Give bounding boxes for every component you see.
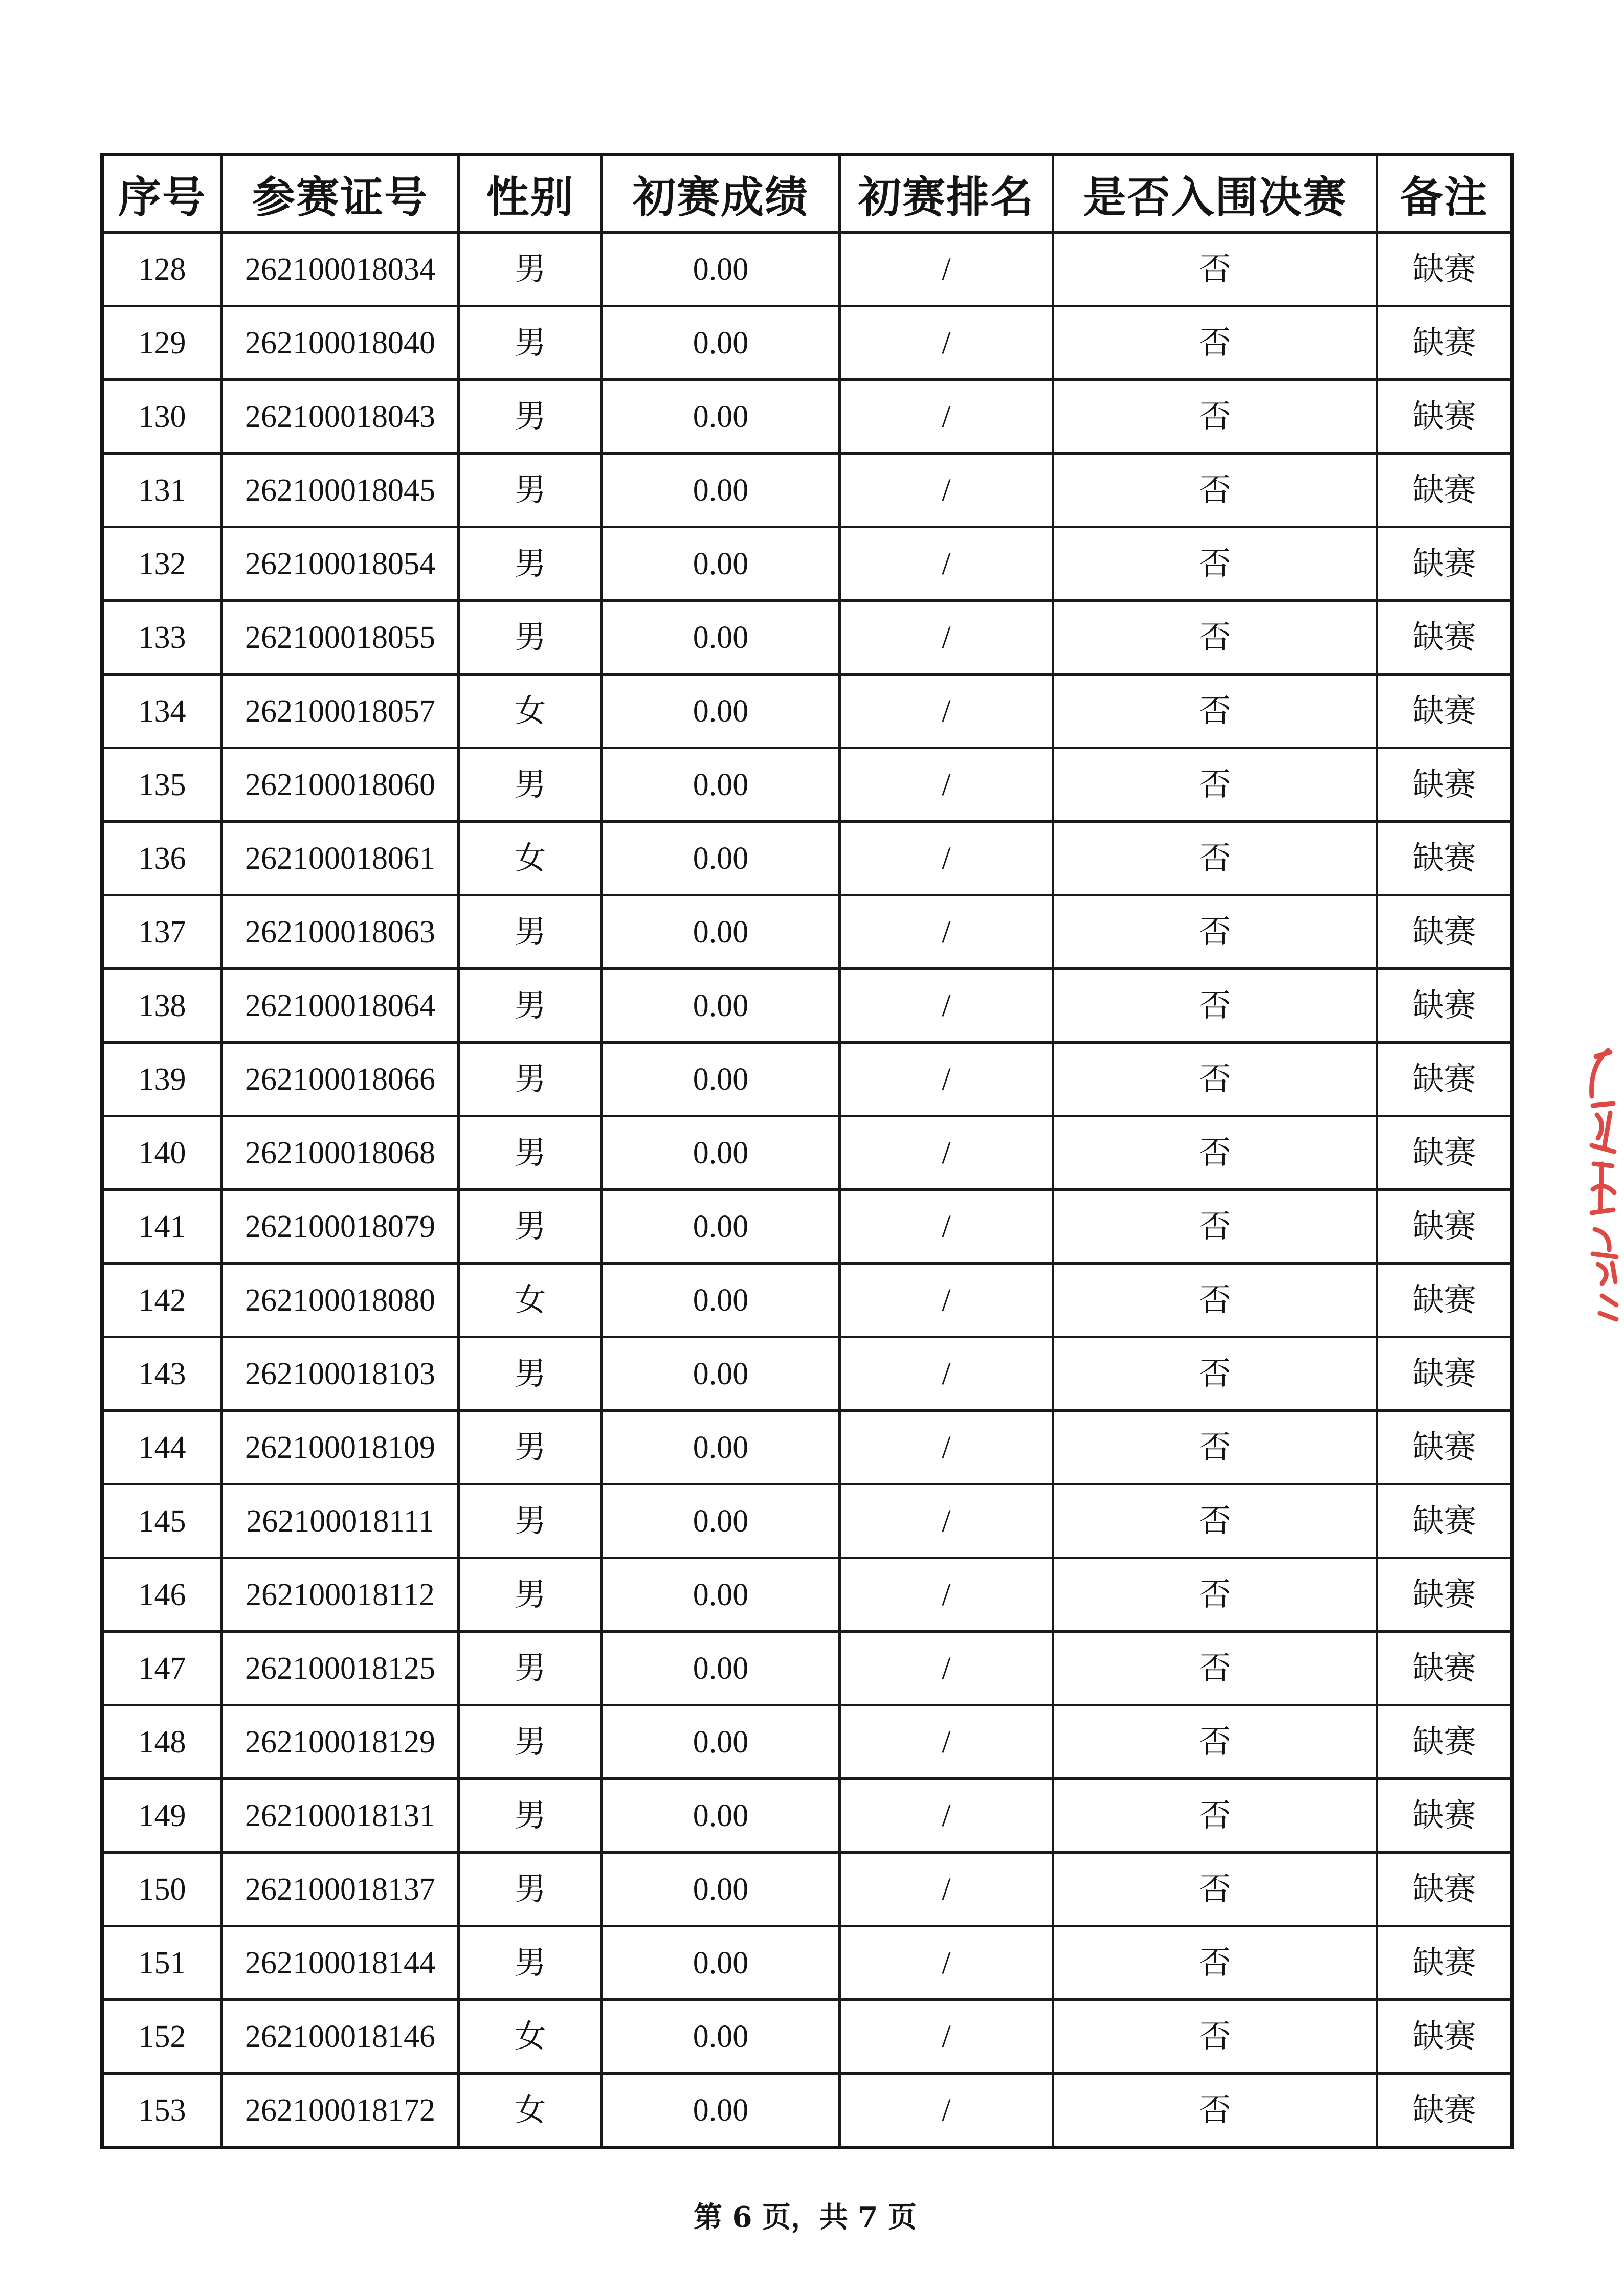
remarks-cell: 缺赛 xyxy=(1377,1926,1512,2000)
table-row xyxy=(102,1411,1512,1484)
registration-number-cell: 262100018063 xyxy=(222,895,459,969)
table-row xyxy=(102,969,1512,1043)
finalist-status-cell: 否 xyxy=(1053,1484,1377,1558)
registration-number-cell: 262100018054 xyxy=(222,527,459,601)
gender-cell: 男 xyxy=(459,895,602,969)
gender-cell: 男 xyxy=(459,1779,602,1853)
preliminary-score-cell: 0.00 xyxy=(602,1779,840,1853)
finalist-status-cell: 否 xyxy=(1053,822,1377,895)
registration-number-cell: 262100018131 xyxy=(222,1779,459,1853)
serial-number-cell: 146 xyxy=(102,1558,222,1632)
gender-cell: 女 xyxy=(459,1264,602,1337)
table-row xyxy=(102,1632,1512,1705)
registration-number-cell: 262100018125 xyxy=(222,1632,459,1705)
remarks-cell: 缺赛 xyxy=(1377,1705,1512,1779)
preliminary-rank-cell: / xyxy=(840,748,1053,822)
remarks-cell: 缺赛 xyxy=(1377,1337,1512,1411)
preliminary-rank-cell: / xyxy=(840,1190,1053,1264)
remarks-cell: 缺赛 xyxy=(1377,1116,1512,1190)
registration-number-cell: 262100018109 xyxy=(222,1411,459,1484)
preliminary-rank-cell: / xyxy=(840,601,1053,674)
preliminary-rank-cell: / xyxy=(840,380,1053,454)
preliminary-rank-cell: / xyxy=(840,1853,1053,1926)
finalist-status-cell: 否 xyxy=(1053,895,1377,969)
table-row xyxy=(102,1337,1512,1411)
gender-cell: 男 xyxy=(459,1190,602,1264)
preliminary-score-cell: 0.00 xyxy=(602,1043,840,1116)
finalist-status-cell: 否 xyxy=(1053,527,1377,601)
preliminary-score-cell: 0.00 xyxy=(602,2000,840,2074)
gender-cell: 男 xyxy=(459,969,602,1043)
finalist-status-cell: 否 xyxy=(1053,1411,1377,1484)
serial-number-cell: 140 xyxy=(102,1116,222,1190)
gender-cell: 男 xyxy=(459,527,602,601)
registration-number-cell: 262100018111 xyxy=(222,1484,459,1558)
gender-cell: 男 xyxy=(459,380,602,454)
registration-number-cell: 262100018146 xyxy=(222,2000,459,2074)
table-row xyxy=(102,380,1512,454)
registration-number-cell: 262100018112 xyxy=(222,1558,459,1632)
preliminary-score-cell: 0.00 xyxy=(602,822,840,895)
table-row xyxy=(102,1926,1512,2000)
official-seal-fragment xyxy=(1566,1043,1624,1345)
table-body xyxy=(102,233,1512,2148)
gender-cell: 男 xyxy=(459,1484,602,1558)
header-finalist-status: 是否入围决赛 xyxy=(1053,155,1377,233)
table-row xyxy=(102,2074,1512,2148)
serial-number-cell: 133 xyxy=(102,601,222,674)
preliminary-rank-cell: / xyxy=(840,527,1053,601)
preliminary-score-cell: 0.00 xyxy=(602,1411,840,1484)
gender-cell: 男 xyxy=(459,1337,602,1411)
header-preliminary-score: 初赛成绩 xyxy=(602,155,840,233)
header-registration-number: 参赛证号 xyxy=(222,155,459,233)
table-row xyxy=(102,1558,1512,1632)
finalist-status-cell: 否 xyxy=(1053,1779,1377,1853)
registration-number-cell: 262100018040 xyxy=(222,306,459,380)
preliminary-rank-cell: / xyxy=(840,1116,1053,1190)
remarks-cell: 缺赛 xyxy=(1377,601,1512,674)
registration-number-cell: 262100018137 xyxy=(222,1853,459,1926)
table-header xyxy=(102,155,1512,233)
finalist-status-cell: 否 xyxy=(1053,1926,1377,2000)
finalist-status-cell: 否 xyxy=(1053,1853,1377,1926)
preliminary-rank-cell: / xyxy=(840,306,1053,380)
serial-number-cell: 130 xyxy=(102,380,222,454)
serial-number-cell: 142 xyxy=(102,1264,222,1337)
serial-number-cell: 152 xyxy=(102,2000,222,2074)
preliminary-score-cell: 0.00 xyxy=(602,1558,840,1632)
preliminary-rank-cell: / xyxy=(840,1484,1053,1558)
remarks-cell: 缺赛 xyxy=(1377,895,1512,969)
page-footer: 第 6 页，共 7 页 xyxy=(694,2200,917,2234)
preliminary-score-cell: 0.00 xyxy=(602,1190,840,1264)
remarks-cell: 缺赛 xyxy=(1377,527,1512,601)
registration-number-cell: 262100018144 xyxy=(222,1926,459,2000)
remarks-cell: 缺赛 xyxy=(1377,1779,1512,1853)
preliminary-score-cell: 0.00 xyxy=(602,601,840,674)
finalist-status-cell: 否 xyxy=(1053,454,1377,527)
registration-number-cell: 262100018103 xyxy=(222,1337,459,1411)
preliminary-score-cell: 0.00 xyxy=(602,1926,840,2000)
preliminary-score-cell: 0.00 xyxy=(602,2074,840,2148)
preliminary-rank-cell: / xyxy=(840,674,1053,748)
table-row xyxy=(102,1853,1512,1926)
table-row xyxy=(102,1484,1512,1558)
header-gender: 性别 xyxy=(459,155,602,233)
table-row xyxy=(102,748,1512,822)
registration-number-cell: 262100018066 xyxy=(222,1043,459,1116)
table-row xyxy=(102,1264,1512,1337)
preliminary-rank-cell: / xyxy=(840,454,1053,527)
registration-number-cell: 262100018060 xyxy=(222,748,459,822)
finalist-status-cell: 否 xyxy=(1053,748,1377,822)
header-row xyxy=(102,155,1512,233)
registration-number-cell: 262100018043 xyxy=(222,380,459,454)
preliminary-score-cell: 0.00 xyxy=(602,1853,840,1926)
preliminary-rank-cell: / xyxy=(840,1632,1053,1705)
preliminary-score-cell: 0.00 xyxy=(602,380,840,454)
table-row xyxy=(102,1116,1512,1190)
preliminary-score-cell: 0.00 xyxy=(602,1705,840,1779)
registration-number-cell: 262100018064 xyxy=(222,969,459,1043)
preliminary-rank-cell: / xyxy=(840,822,1053,895)
gender-cell: 女 xyxy=(459,2000,602,2074)
gender-cell: 男 xyxy=(459,1116,602,1190)
finalist-status-cell: 否 xyxy=(1053,2074,1377,2148)
preliminary-rank-cell: / xyxy=(840,2000,1053,2074)
table-row xyxy=(102,822,1512,895)
serial-number-cell: 134 xyxy=(102,674,222,748)
gender-cell: 男 xyxy=(459,1632,602,1705)
remarks-cell: 缺赛 xyxy=(1377,1190,1512,1264)
table-row xyxy=(102,674,1512,748)
serial-number-cell: 144 xyxy=(102,1411,222,1484)
registration-number-cell: 262100018080 xyxy=(222,1264,459,1337)
registration-number-cell: 262100018068 xyxy=(222,1116,459,1190)
finalist-status-cell: 否 xyxy=(1053,1116,1377,1190)
remarks-cell: 缺赛 xyxy=(1377,380,1512,454)
serial-number-cell: 129 xyxy=(102,306,222,380)
remarks-cell: 缺赛 xyxy=(1377,1853,1512,1926)
remarks-cell: 缺赛 xyxy=(1377,1558,1512,1632)
serial-number-cell: 148 xyxy=(102,1705,222,1779)
registration-number-cell: 262100018129 xyxy=(222,1705,459,1779)
gender-cell: 男 xyxy=(459,1926,602,2000)
gender-cell: 男 xyxy=(459,748,602,822)
remarks-cell: 缺赛 xyxy=(1377,1043,1512,1116)
table-row xyxy=(102,601,1512,674)
serial-number-cell: 143 xyxy=(102,1337,222,1411)
preliminary-score-cell: 0.00 xyxy=(602,1484,840,1558)
table-row xyxy=(102,454,1512,527)
finalist-status-cell: 否 xyxy=(1053,2000,1377,2074)
preliminary-score-cell: 0.00 xyxy=(602,1116,840,1190)
table-row xyxy=(102,1043,1512,1116)
preliminary-score-cell: 0.00 xyxy=(602,454,840,527)
finalist-status-cell: 否 xyxy=(1053,306,1377,380)
registration-number-cell: 262100018045 xyxy=(222,454,459,527)
remarks-cell: 缺赛 xyxy=(1377,1411,1512,1484)
remarks-cell: 缺赛 xyxy=(1377,1484,1512,1558)
table-row xyxy=(102,1779,1512,1853)
remarks-cell: 缺赛 xyxy=(1377,2074,1512,2148)
remarks-cell: 缺赛 xyxy=(1377,822,1512,895)
preliminary-score-cell: 0.00 xyxy=(602,1337,840,1411)
preliminary-rank-cell: / xyxy=(840,1705,1053,1779)
preliminary-score-cell: 0.00 xyxy=(602,527,840,601)
finalist-status-cell: 否 xyxy=(1053,1558,1377,1632)
preliminary-rank-cell: / xyxy=(840,1926,1053,2000)
preliminary-rank-cell: / xyxy=(840,233,1053,306)
finalist-status-cell: 否 xyxy=(1053,233,1377,306)
remarks-cell: 缺赛 xyxy=(1377,454,1512,527)
serial-number-cell: 139 xyxy=(102,1043,222,1116)
table-row xyxy=(102,306,1512,380)
finalist-status-cell: 否 xyxy=(1053,969,1377,1043)
table-row xyxy=(102,527,1512,601)
finalist-status-cell: 否 xyxy=(1053,1632,1377,1705)
results-table xyxy=(100,153,1514,2149)
serial-number-cell: 150 xyxy=(102,1853,222,1926)
serial-number-cell: 135 xyxy=(102,748,222,822)
table-row xyxy=(102,1190,1512,1264)
gender-cell: 男 xyxy=(459,306,602,380)
serial-number-cell: 151 xyxy=(102,1926,222,2000)
preliminary-score-cell: 0.00 xyxy=(602,233,840,306)
serial-number-cell: 131 xyxy=(102,454,222,527)
remarks-cell: 缺赛 xyxy=(1377,233,1512,306)
serial-number-cell: 147 xyxy=(102,1632,222,1705)
gender-cell: 男 xyxy=(459,601,602,674)
remarks-cell: 缺赛 xyxy=(1377,1264,1512,1337)
remarks-cell: 缺赛 xyxy=(1377,2000,1512,2074)
registration-number-cell: 262100018079 xyxy=(222,1190,459,1264)
finalist-status-cell: 否 xyxy=(1053,674,1377,748)
remarks-cell: 缺赛 xyxy=(1377,969,1512,1043)
finalist-status-cell: 否 xyxy=(1053,1705,1377,1779)
registration-number-cell: 262100018172 xyxy=(222,2074,459,2148)
preliminary-score-cell: 0.00 xyxy=(602,1632,840,1705)
table-row xyxy=(102,233,1512,306)
gender-cell: 女 xyxy=(459,674,602,748)
remarks-cell: 缺赛 xyxy=(1377,674,1512,748)
finalist-status-cell: 否 xyxy=(1053,1043,1377,1116)
gender-cell: 男 xyxy=(459,233,602,306)
preliminary-score-cell: 0.00 xyxy=(602,674,840,748)
registration-number-cell: 262100018061 xyxy=(222,822,459,895)
preliminary-rank-cell: / xyxy=(840,1043,1053,1116)
serial-number-cell: 153 xyxy=(102,2074,222,2148)
preliminary-score-cell: 0.00 xyxy=(602,306,840,380)
registration-number-cell: 262100018055 xyxy=(222,601,459,674)
gender-cell: 男 xyxy=(459,1411,602,1484)
registration-number-cell: 262100018057 xyxy=(222,674,459,748)
preliminary-rank-cell: / xyxy=(840,2074,1053,2148)
gender-cell: 男 xyxy=(459,1043,602,1116)
preliminary-score-cell: 0.00 xyxy=(602,1264,840,1337)
remarks-cell: 缺赛 xyxy=(1377,748,1512,822)
header-remarks: 备注 xyxy=(1377,155,1512,233)
preliminary-rank-cell: / xyxy=(840,969,1053,1043)
serial-number-cell: 128 xyxy=(102,233,222,306)
finalist-status-cell: 否 xyxy=(1053,380,1377,454)
serial-number-cell: 132 xyxy=(102,527,222,601)
registration-number-cell: 262100018034 xyxy=(222,233,459,306)
preliminary-rank-cell: / xyxy=(840,1411,1053,1484)
preliminary-rank-cell: / xyxy=(840,1337,1053,1411)
finalist-status-cell: 否 xyxy=(1053,1337,1377,1411)
preliminary-score-cell: 0.00 xyxy=(602,969,840,1043)
finalist-status-cell: 否 xyxy=(1053,1264,1377,1337)
table-row xyxy=(102,1705,1512,1779)
preliminary-rank-cell: / xyxy=(840,895,1053,969)
preliminary-score-cell: 0.00 xyxy=(602,895,840,969)
header-preliminary-rank: 初赛排名 xyxy=(840,155,1053,233)
table-row xyxy=(102,895,1512,969)
serial-number-cell: 145 xyxy=(102,1484,222,1558)
serial-number-cell: 141 xyxy=(102,1190,222,1264)
table-row xyxy=(102,2000,1512,2074)
header-serial-number: 序号 xyxy=(102,155,222,233)
gender-cell: 男 xyxy=(459,1558,602,1632)
gender-cell: 女 xyxy=(459,822,602,895)
gender-cell: 男 xyxy=(459,1705,602,1779)
serial-number-cell: 138 xyxy=(102,969,222,1043)
preliminary-rank-cell: / xyxy=(840,1779,1053,1853)
preliminary-rank-cell: / xyxy=(840,1558,1053,1632)
remarks-cell: 缺赛 xyxy=(1377,306,1512,380)
gender-cell: 男 xyxy=(459,1853,602,1926)
preliminary-rank-cell: / xyxy=(840,1264,1053,1337)
gender-cell: 男 xyxy=(459,454,602,527)
finalist-status-cell: 否 xyxy=(1053,601,1377,674)
serial-number-cell: 137 xyxy=(102,895,222,969)
finalist-status-cell: 否 xyxy=(1053,1190,1377,1264)
preliminary-score-cell: 0.00 xyxy=(602,748,840,822)
serial-number-cell: 136 xyxy=(102,822,222,895)
remarks-cell: 缺赛 xyxy=(1377,1632,1512,1705)
gender-cell: 女 xyxy=(459,2074,602,2148)
serial-number-cell: 149 xyxy=(102,1779,222,1853)
